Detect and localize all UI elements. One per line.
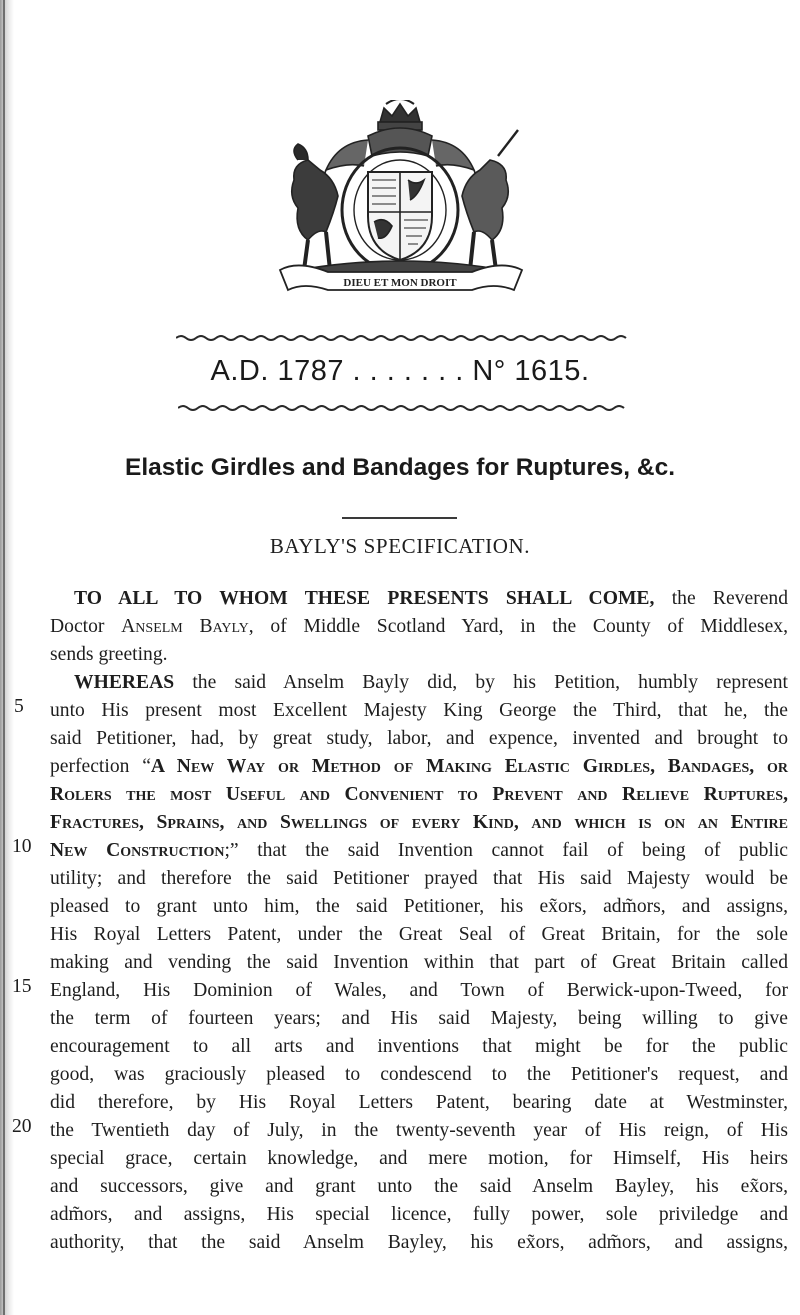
text-line-14: making and vending the said Invention within that part of Great Britain called [50, 952, 788, 973]
text-line-4: WHEREAS the said Anselm Bayly did, by his Petition, humbly represent [74, 672, 788, 693]
text-line-10: New Construction;” that the said Invention cannot fail of being of public [50, 840, 789, 861]
text-line-22: and successors, give and grant unto the said Anselm Bayley, his ex̃ors, [50, 1176, 788, 1197]
text-line-5: unto His present most Excellent Majesty King George the Third, that he, the [50, 700, 788, 721]
text-line-15: England, His Dominion of Wales, and Town of Berwick-upon-Tweed, for [50, 980, 788, 1001]
text-line-20: the Twentieth day of July, in the twenty-seventh year of His reign, of His [50, 1120, 788, 1141]
specification-heading: BAYLY'S SPECIFICATION. [269, 534, 531, 558]
text-line-8: Rolers the most Useful and Convenient to Prevent and Relieve Ruptures, [50, 784, 788, 805]
document-number: A.D. 1787 . . . . . . . N° 1615. [210, 355, 590, 387]
text-line-7: perfection “A New Way or Method of Making Elastic Girdles, Bandages, or [50, 756, 788, 777]
text-line-6: said Petitioner, had, by great study, labor, and expence, invented and brought to [50, 728, 788, 749]
text-line-1: TO ALL TO WHOM THESE PRESENTS SHALL COME, the Reverend [74, 588, 789, 609]
text-line-24: authority, that the said Anselm Bayley, his ex̃ors, adm̃ors, and assigns, [50, 1232, 788, 1253]
wavy-rule-top [176, 334, 630, 342]
text-line-19: did therefore, by His Royal Letters Patent, bearing date at Westminster, [50, 1092, 788, 1113]
royal-coat-of-arms-seal [268, 100, 533, 300]
title-divider [342, 517, 457, 519]
text-line-2: Doctor Anselm Bayly, of Middle Scotland Yard, in the County of Middlesex, [50, 616, 789, 637]
line-number-15: 15 [12, 976, 32, 997]
text-line-9: Fractures, Sprains, and Swellings of every Kind, and which is on an Entire [50, 812, 788, 833]
whereas-keyword: WHEREAS [74, 672, 175, 693]
patent-title: Elastic Girdles and Bandages for Ruptures, &c. [124, 454, 676, 481]
text-line-12: pleased to grant unto him, the said Petitioner, his ex̃ors, adm̃ors, and assigns, [50, 896, 788, 917]
text-line-18: good, was graciously pleased to condescend to the Petitioner's request, and [50, 1064, 788, 1085]
line-number-20: 20 [12, 1116, 32, 1137]
text-line-17: encouragement to all arts and inventions that might be for the public [50, 1036, 788, 1057]
line-number-10: 10 [12, 836, 32, 857]
invention-title-start: A New Way or Method of Making Elastic Girdles, Bandages, or [150, 756, 788, 777]
text-line-16: the term of fourteen years; and His said Majesty, being willing to give [50, 1008, 788, 1029]
petitioner-name: Anselm Bayly [121, 616, 249, 637]
wavy-rule-bottom [178, 404, 628, 412]
invention-title-end: New Construction [50, 840, 225, 861]
opening-formula: TO ALL TO WHOM THESE PRESENTS SHALL COME, [74, 588, 655, 609]
text-line-23: adm̃ors, and assigns, His special licence, fully power, sole priviledge and [50, 1204, 788, 1225]
text-line-21: special grace, certain knowledge, and mere motion, for Himself, His heirs [50, 1148, 788, 1169]
text-line-11: utility; and therefore the said Petitioner prayed that His said Majesty would be [50, 868, 788, 889]
line-number-5: 5 [14, 696, 24, 717]
text-line-13: His Royal Letters Patent, under the Great Seal of Great Britain, for the sole [50, 924, 788, 945]
crest-motto: DIEU ET MON DROIT [343, 277, 457, 289]
text-line-3: sends greeting. [50, 644, 168, 665]
